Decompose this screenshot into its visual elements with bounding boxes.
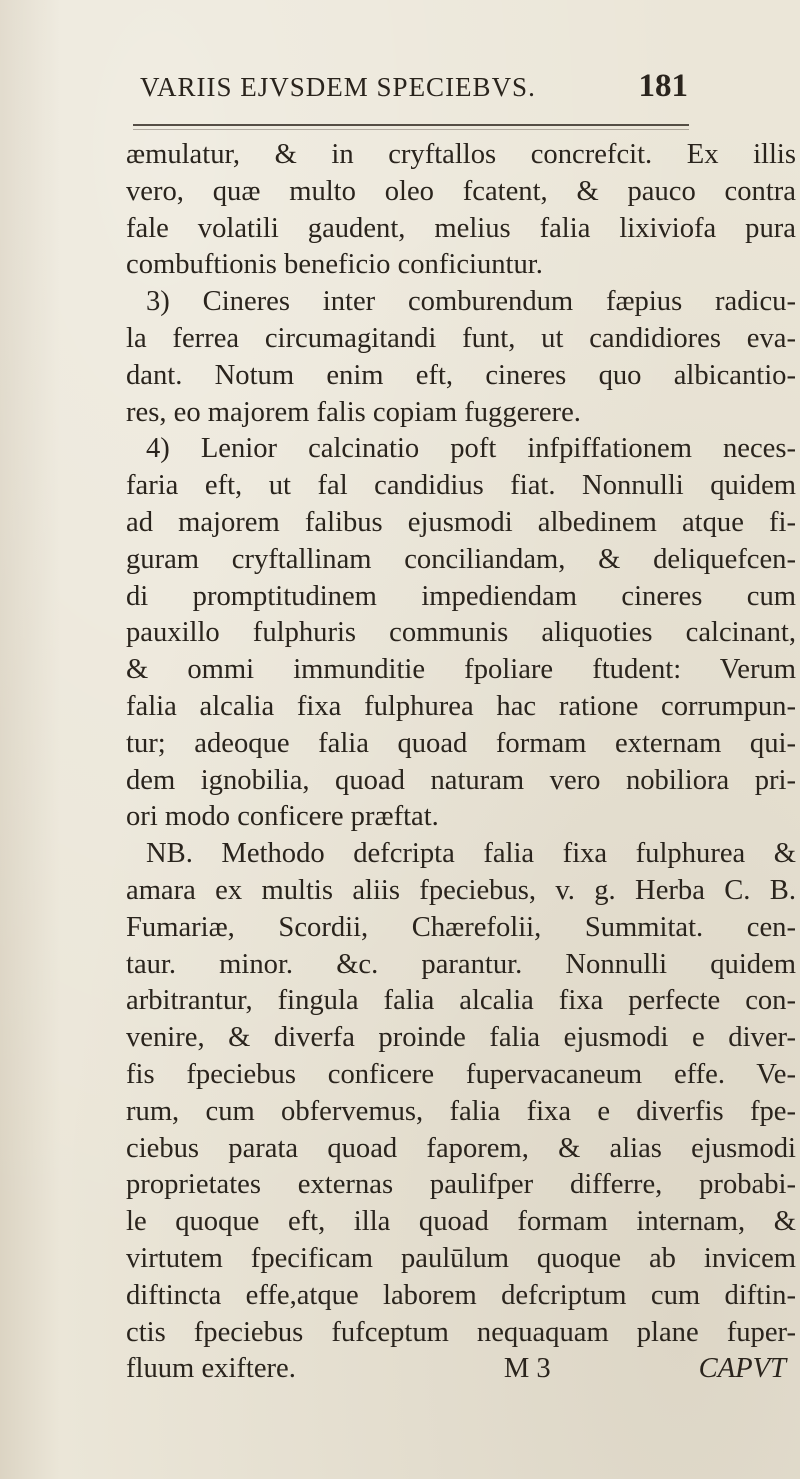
text-line: falia alcalia fixa fulphurea hac ratione corrumpun- [126, 690, 796, 722]
text-line: dant. Notum enim eft, cineres quo albicantio- [126, 359, 796, 391]
text-line: taur. minor. &c. parantur. Nonnulli quidem [126, 948, 796, 980]
text-line: pauxillo fulphuris communis aliquoties calcinant, [126, 617, 796, 649]
text-line: la ferrea circumagitandi funt, ut candidiores eva- [126, 322, 796, 354]
text-line: proprietates externas paulifper differre, probabi- [126, 1169, 796, 1201]
text-line: vero, quæ multo oleo fcatent, & pauco contra [126, 175, 796, 207]
body-text [126, 137, 796, 1388]
footer-line [126, 1351, 786, 1388]
text-line: combuftionis beneficio conficiuntur. [126, 249, 543, 281]
text-line: & ommi immunditie fpoliare ftudent: Verum [126, 654, 796, 686]
text-line: amara ex multis aliis fpeciebus, v. g. Herba C. B. [126, 874, 796, 906]
text-line: Fumariæ, Scordii, Chærefolii, Summitat. cen- [126, 911, 796, 943]
text-line: guram cryftallinam conciliandam, & deliquefcen- [126, 543, 796, 575]
header-rule-thin [133, 129, 689, 130]
text-line: fale volatili gaudent, melius falia lixiviofa pura [126, 212, 796, 244]
catchword: CAPVT [698, 1353, 786, 1385]
text-line: res, eo majorem falis copiam fuggerere. [126, 396, 581, 428]
text-line: dem ignobilia, quoad naturam vero nobiliora pri- [126, 764, 796, 796]
text-line: ad majorem falibus ejusmodi albedinem atque fi- [126, 506, 796, 538]
page-header [140, 68, 688, 116]
text-line: tur; adeoque falia quoad formam externam qui- [126, 727, 796, 759]
signature-mark: M 3 [503, 1353, 551, 1385]
text-line: NB. Methodo defcripta falia fixa fulphurea & [146, 838, 796, 870]
text-line: faria eft, ut fal candidius fiat. Nonnulli quidem [126, 470, 796, 502]
text-line: 4) Lenior calcinatio poft infpiffationem neces- [146, 433, 796, 465]
text-line: æmulatur, & in cryftallos concrefcit. Ex illis [126, 139, 796, 170]
text-line: di promptitudinem impediendam cineres cum [126, 580, 796, 612]
last-text-line: fluum exiftere. [126, 1353, 296, 1385]
text-line: fis fpeciebus conficere fupervacaneum effe. Ve- [126, 1058, 796, 1090]
text-line: arbitrantur, fingula falia alcalia fixa perfecte con- [126, 985, 796, 1017]
header-rule [133, 124, 689, 126]
text-line: ciebus parata quoad faporem, & alias ejusmodi [126, 1132, 796, 1164]
text-line: 3) Cineres inter comburendum fæpius radicu- [146, 286, 796, 318]
text-line: rum, cum obfervemus, falia fixa e diverfis fpe- [126, 1095, 796, 1127]
page-number: 181 [638, 68, 688, 104]
text-line: virtutem fpecificam paulūlum quoque ab invicem [126, 1242, 796, 1274]
text-line: ori modo conficere præftat. [126, 801, 439, 833]
text-line: le quoque eft, illa quoad formam internam, & [126, 1206, 796, 1238]
text-line: ctis fpeciebus fufceptum nequaquam plane fuper- [126, 1316, 796, 1348]
text-line: venire, & diverfa proinde falia ejusmodi e diver- [126, 1022, 796, 1054]
text-line: diftincta effe,atque laborem defcriptum cum diftin- [126, 1279, 796, 1311]
running-head: VARIIS EJVSDEM SPECIEBVS. [140, 72, 536, 102]
